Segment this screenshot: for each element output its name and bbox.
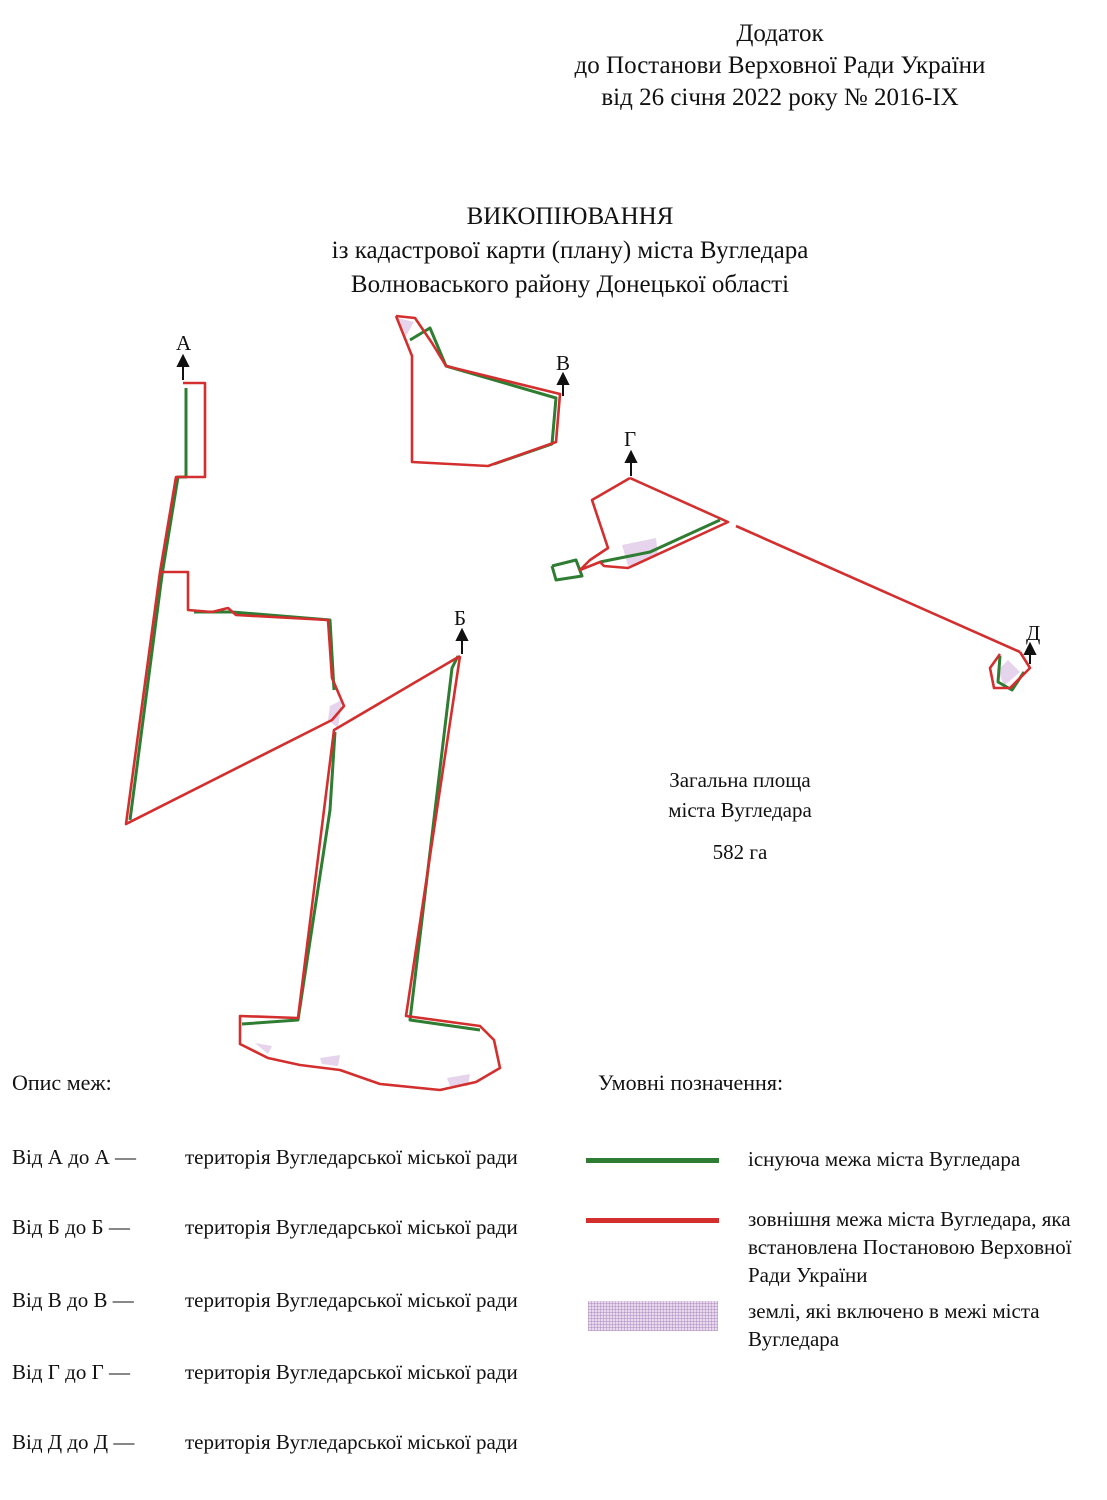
title-subtitle: із кадастрової карти (плану) міста Вугледара (331, 237, 809, 264)
included-parcel (328, 700, 342, 728)
boundary-description-title: Опис меж: (12, 1070, 112, 1095)
boundary-from: Від В до В — (12, 1288, 134, 1312)
title-region: Волноваського району Донецької області (350, 271, 790, 298)
boundary-from: Від Д до Д — (12, 1430, 135, 1454)
legend-text: існуюча межа міста Вугледара (748, 1147, 1021, 1171)
legend-text: зовнішня межа міста Вугледара, яка встановлена Постановою Верховної Ради України (748, 1207, 1072, 1287)
total-area (620, 765, 860, 867)
outer-boundary (126, 316, 1030, 1090)
legend-text: землі, які включено в межі міста Вугледара (748, 1299, 1040, 1351)
boundary-from: Від Б до Б — (12, 1215, 130, 1239)
arrow-up-icon (626, 452, 636, 462)
header-annex: Додаток (736, 20, 824, 47)
area-value: 582 га (712, 840, 768, 864)
boundary-text: територія Вугледарської міської ради (185, 1145, 518, 1169)
boundary-text: територія Вугледарської міської ради (185, 1360, 518, 1384)
header-date: від 26 січня 2022 року № 2016-IX (601, 84, 959, 111)
point-labels (176, 331, 1040, 645)
arrow-up-icon (558, 374, 568, 384)
point-label-b: Б (454, 606, 467, 630)
boundary-from: Від Г до Г — (12, 1360, 130, 1384)
arrow-up-icon (178, 356, 188, 366)
area-label-2: міста Вугледара (668, 798, 812, 822)
boundary-text: територія Вугледарської міської ради (185, 1288, 518, 1312)
arrow-up-icon (1025, 644, 1035, 654)
boundary-text: територія Вугледарської міської ради (185, 1215, 518, 1239)
boundary-strip (736, 526, 1020, 652)
boundary-segment-b (240, 656, 500, 1090)
included-parcel (320, 1055, 340, 1066)
area-label-1: Загальна площа (669, 768, 811, 792)
boundary-from: Від А до А — (12, 1145, 137, 1169)
header-resolution: до Постанови Верховної Ради України (574, 52, 986, 79)
point-label-a: А (176, 331, 192, 355)
red-line-icon (586, 1218, 719, 1223)
boundary-segment-g (580, 478, 728, 570)
green-line-icon (586, 1158, 719, 1163)
point-label-d: Д (1026, 621, 1041, 645)
existing-boundary (130, 328, 1024, 1030)
included-lands (255, 318, 1020, 1086)
boundary-text: територія Вугледарської міської ради (185, 1430, 518, 1454)
hatched-swatch-icon (588, 1301, 718, 1331)
legend-title: Умовні позначення: (598, 1070, 784, 1095)
title-main: ВИКОПІЮВАННЯ (466, 203, 674, 230)
point-label-v: В (556, 351, 571, 375)
point-label-g: Г (624, 427, 637, 451)
arrow-up-icon (457, 630, 467, 640)
